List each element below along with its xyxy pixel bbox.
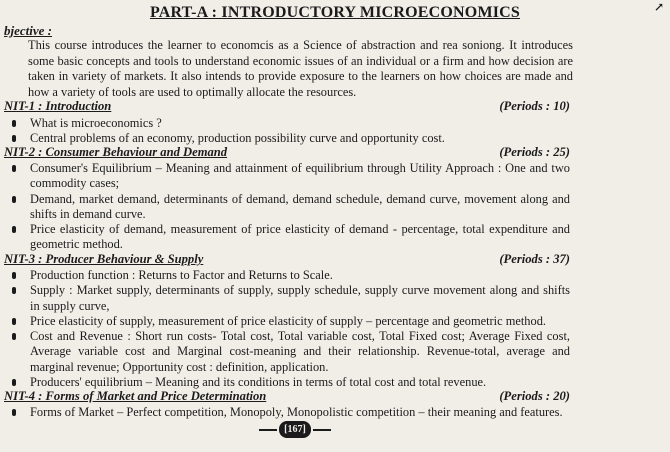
unit-1-periods: (Periods : 10) [499, 99, 570, 113]
unit-3-title: NIT-3 : Producer Behaviour & Supply [4, 252, 204, 266]
list-item: Price elasticity of supply, measurement of price elasticity of supply – percentage and geometric method. [12, 314, 570, 329]
page-number-badge [255, 421, 335, 439]
bullet-icon [12, 120, 16, 127]
list-item: Consumer's Equilibrium – Meaning and attainment of equilibrium through Utility Approach : One and two commodity cases; [12, 161, 570, 192]
page-number: [167] [279, 421, 311, 438]
unit-2-title: NIT-2 : Consumer Behaviour and Demand [4, 145, 228, 159]
footer-rule-right [313, 429, 331, 431]
list-item: What is microeconomics ? [12, 116, 570, 131]
bullet-icon [12, 409, 16, 416]
bullet-icon [12, 318, 16, 325]
list-item: Forms of Market – Perfect competition, Monopoly, Monopolistic competition – their meaning and features. [12, 405, 570, 420]
footer-rule-left [259, 429, 277, 431]
list-item: Production function : Returns to Factor and Returns to Scale. [12, 268, 570, 283]
unit-4-periods: (Periods : 20) [499, 389, 570, 403]
objective-paragraph: This course introduces the learner to economcis as a Science of abstraction and rea soniong. It introduces some basic concepts and tools to understand economic issues of an individual or a firm and how decision are taken in variety of markets. It also intends to provide exposure to the learners on how choices are made and how a variety of tools are used to optimally allocate the resources. [28, 38, 573, 99]
list-item: Cost and Revenue : Short run costs- Total cost, Total variable cost, Total Fixed cost; Average Fixed cost, Average variable cost and Marginal cost-meaning and their relationship. Revenue-total, average and marginal revenue; Opportunity cost : definition, application. [12, 329, 570, 375]
list-item: Price elasticity of demand, measurement of price elasticity of demand - percentage, total expenditure and geometric method. [12, 222, 570, 253]
list-item: Demand, market demand, determinants of demand, demand schedule, demand curve, movement along and shifts in demand curve. [12, 192, 570, 223]
unit-4-heading [4, 389, 570, 404]
corner-mark: ↗ [653, 0, 664, 14]
unit-4-title: NIT-4 : Forms of Market and Price Determination [4, 389, 267, 403]
unit-3-list [12, 268, 570, 390]
page-title: PART-A : INTRODUCTORY MICROECONOMICS [149, 4, 521, 21]
unit-2-periods: (Periods : 25) [499, 145, 570, 159]
unit-3-periods: (Periods : 37) [499, 252, 570, 266]
list-item: Producers' equilibrium – Meaning and its conditions in terms of total cost and total revenue. [12, 375, 570, 390]
unit-2-heading [4, 145, 570, 160]
list-item: Supply : Market supply, determinants of supply, supply schedule, supply curve movement along and shifts in supply curve, [12, 283, 570, 314]
bullet-icon [12, 333, 16, 340]
bullet-icon [12, 379, 16, 386]
unit-1-title: NIT-1 : Introduction [4, 99, 112, 113]
unit-2-list [12, 161, 570, 253]
bullet-icon [12, 135, 16, 142]
bullet-icon [12, 165, 16, 172]
bullet-icon [12, 196, 16, 203]
objective-heading: bjective : [4, 23, 52, 38]
list-item: Central problems of an economy, production possibility curve and opportunity cost. [12, 131, 570, 146]
unit-1-list [12, 116, 570, 147]
bullet-icon [12, 272, 16, 279]
unit-1-heading [4, 99, 570, 114]
unit-4-list [12, 405, 570, 420]
unit-3-heading [4, 252, 570, 267]
bullet-icon [12, 226, 16, 233]
bullet-icon [12, 287, 16, 294]
